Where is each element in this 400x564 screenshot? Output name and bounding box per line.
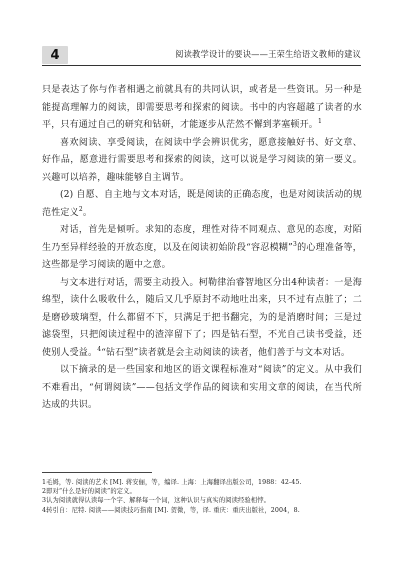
- paragraph: [42, 135, 362, 188]
- footnote-rule: [42, 472, 152, 473]
- page-header: [42, 46, 361, 64]
- footnote: 3认为阅读就得认读每一个字、解释每一个词，这种认识与真实的阅读经验相悖。: [42, 497, 270, 505]
- paragraph: [42, 362, 362, 415]
- page-number: 4: [42, 46, 68, 64]
- paragraph-text: 以下摘录的是一些国家和地区的语文课程标准对“阅读”的定义。从中我们不难看出，“何谓阅读”——包括文学作品的阅读和实用文章的阅读，在当代所达成的共识。: [42, 365, 362, 410]
- footnote: 1毛姆，等. 阅读的艺术 [M]. 蒋安俪，等，编译. 上海：上海翻译出版公司，1988：42-45.: [42, 479, 302, 486]
- paragraph: [42, 275, 362, 363]
- footnote: 2即对“什么是好的阅读”的定义。: [42, 488, 136, 496]
- paragraph-text: 对话，首先是倾听。求知的态度，理性对待不同观点、意见的态度，对陌生乃至异样经验的开放态度，以及在阅读初始阶段“容忍模糊”: [42, 225, 362, 253]
- paragraph-text-cont: 。: [82, 207, 93, 218]
- paragraph-text-cont: 另一种是能提高理解力的阅读，即需要思考和探索的阅读。书中的内容超越了读者的水平，只有通过自己的研究和钻研，才能逐步从茫然不懈到茅塞顿开。: [42, 85, 362, 130]
- footnote-ref: 1: [318, 118, 323, 125]
- paragraph-text-cont: “钻石型”读者就是会主动阅读的读者，他们善于与文本对话。: [101, 347, 351, 358]
- paragraph: [42, 187, 362, 222]
- footnote: 4转引自：尼特. 阅读——阅读技巧指南 [M]. 贺微，等，译. 重庆：重庆出版社，2004，8.: [42, 506, 300, 514]
- footnotes: [42, 478, 362, 515]
- running-head: 阅读教学设计的要诀——王荣生给语文教师的建议: [175, 49, 361, 59]
- footnote-ref: 3: [293, 240, 298, 248]
- paragraph-text-cont: 的心理准备等，这些都是学习阅读的题中之意。: [42, 242, 362, 270]
- paragraph: [42, 82, 362, 135]
- footnote-ref: 4: [97, 345, 102, 353]
- paragraph-text: 喜欢阅读、享受阅读，在阅读中学会辨识优劣，愿意接触好书、好文章、好作品，愿意进行需要思考和探索的阅读，这可以说是学习阅读的第一要义。兴趣可以培养，趣味能够自主调节。: [42, 137, 362, 183]
- footnote-ref: 2: [78, 205, 83, 213]
- header-rule: [42, 65, 361, 66]
- body-text: [42, 82, 362, 415]
- paragraph-text: 与文本进行对话，需要主动投入。柯勒律治睿智地区分出4种读者：一是海绵型，读什么吸收什么，随后又几乎原封不动地吐出来，只不过有点脏了；二是磨砂玻璃型，什么都留不下，只满足于把书翻完，为的是消磨时间；三是过滤袋型，只把阅读过程中的渣滓留下了；四是钻石型，不光自己读书受益，还使别人受益。: [42, 277, 362, 358]
- paragraph-text: 只是表达了你与作者相遇之前就具有的共同认识，或者是一些资讯。: [42, 85, 325, 95]
- paragraph-text: (2) 自愿、自主地与文本对话，既是阅读的正确态度，也是对阅读活动的规范性定义: [42, 190, 362, 218]
- paragraph: [42, 222, 362, 275]
